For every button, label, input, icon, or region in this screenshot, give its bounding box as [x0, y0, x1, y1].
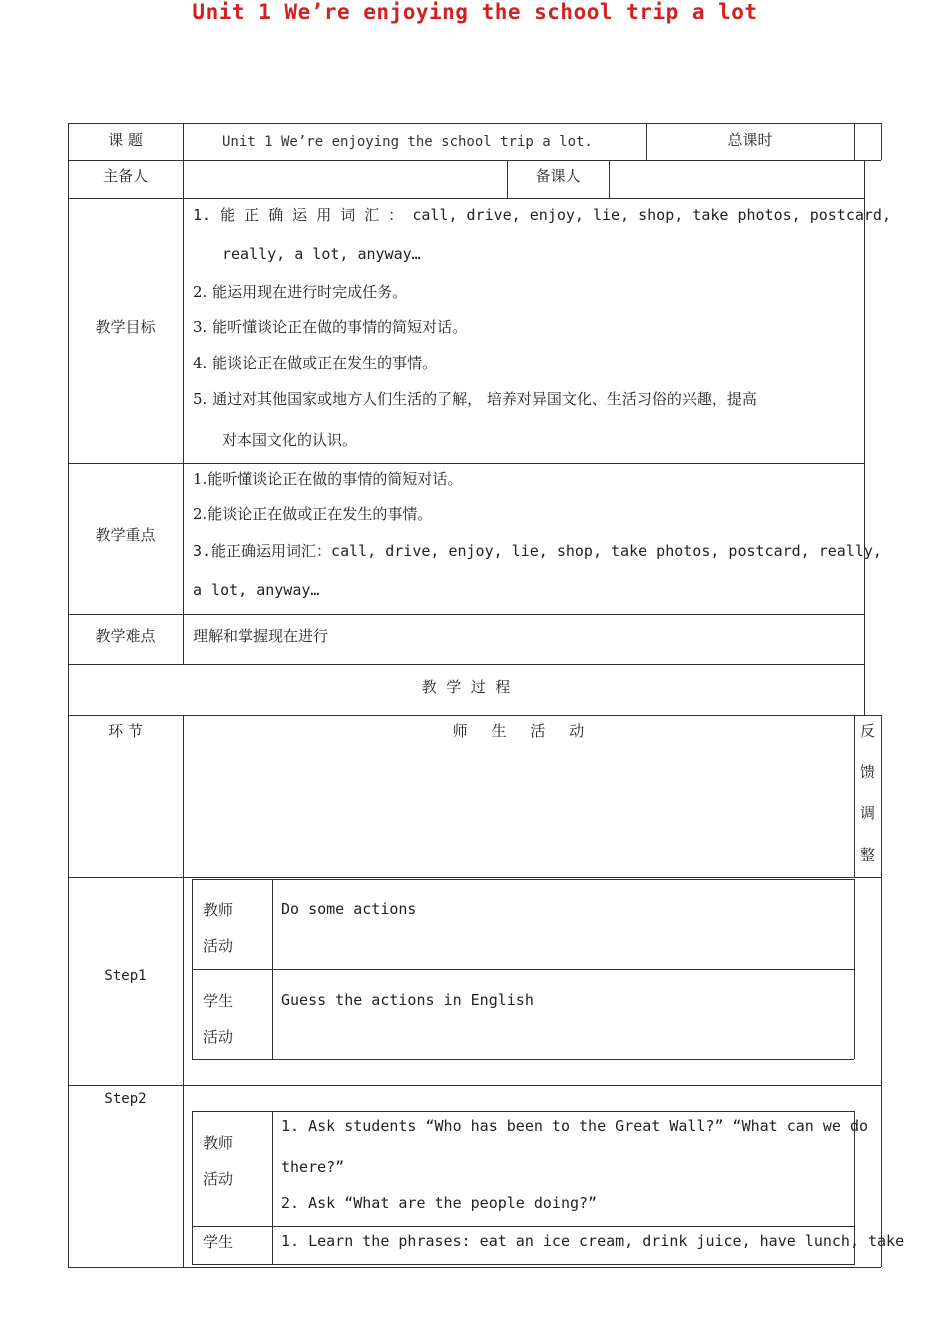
step1-teacher-label: 教师 — [203, 901, 234, 919]
co-preparer-label: 备课人 — [535, 167, 581, 185]
step1-student-label: 学生 — [203, 992, 234, 1010]
objective-line: 对本国文化的认识。 — [222, 431, 358, 449]
step2-teacher-line: there?” — [281, 1158, 345, 1176]
document-title: Unit 1 We’re enjoying the school trip a lot — [192, 0, 758, 24]
key-points-label: 教学重点 — [95, 526, 156, 544]
objective-line: 2. 能运用现在进行时完成任务。 — [193, 283, 408, 301]
objective-line: 4. 能谈论正在做或正在发生的事情。 — [193, 354, 438, 372]
step1-label: Step1 — [104, 968, 147, 984]
objective-line: 5. 通过对其他国家或地方人们生活的了解， 培养对异国文化、生活习俗的兴趣，提高 — [193, 390, 757, 408]
main-preparer-label: 主备人 — [102, 167, 148, 185]
topic-label: 课 题 — [108, 131, 143, 149]
key-point-line: a lot, anyway… — [193, 581, 320, 599]
step2-student-label: 学生 — [203, 1233, 234, 1251]
process-header: 教 学 过 程 — [421, 678, 511, 696]
step1-teacher-text: Do some actions — [281, 900, 417, 918]
difficulties-label: 教学难点 — [95, 627, 156, 645]
step1-student-text: Guess the actions in English — [281, 991, 534, 1009]
step1-student-label: 活动 — [203, 1028, 234, 1046]
objective-line: 3. 能听懂谈论正在做的事情的简短对话。 — [193, 318, 468, 336]
step2-teacher-label: 教师 — [203, 1134, 234, 1152]
activities-column-header: 师 生 活 动 — [452, 722, 585, 740]
step2-teacher-line: 2. Ask “What are the people doing?” — [281, 1194, 598, 1212]
step1-teacher-label: 活动 — [203, 937, 234, 955]
step2-label: Step2 — [104, 1091, 147, 1107]
difficulties-text: 理解和掌握现在进行 — [193, 627, 329, 645]
key-point-line: 1.能听懂谈论正在做的事情的简短对话。 — [193, 470, 463, 488]
stage-column-header: 环 节 — [108, 722, 143, 740]
total-hours-label: 总课时 — [727, 131, 773, 149]
topic-value: Unit 1 We’re enjoying the school trip a lot. — [222, 134, 593, 150]
objective-line: 1. 能 正 确 运 用 词 汇 ： call, drive, enjoy, lie, shop, take photos, postcard, — [193, 206, 891, 224]
objectives-label: 教学目标 — [95, 318, 156, 336]
step2-student-line: 1. Learn the phrases: eat an ice cream, drink juice, have lunch, take — [281, 1232, 905, 1250]
step2-teacher-label: 活动 — [203, 1170, 234, 1188]
step2-teacher-line: 1. Ask students “Who has been to the Great Wall?” “What can we do — [281, 1117, 868, 1135]
objective-line: really, a lot, anyway… — [222, 245, 421, 263]
key-point-line: 3.能正确运用词汇：call, drive, enjoy, lie, shop, take photos, postcard, really, — [193, 542, 882, 560]
key-point-line: 2.能谈论正在做或正在发生的事情。 — [193, 505, 433, 523]
